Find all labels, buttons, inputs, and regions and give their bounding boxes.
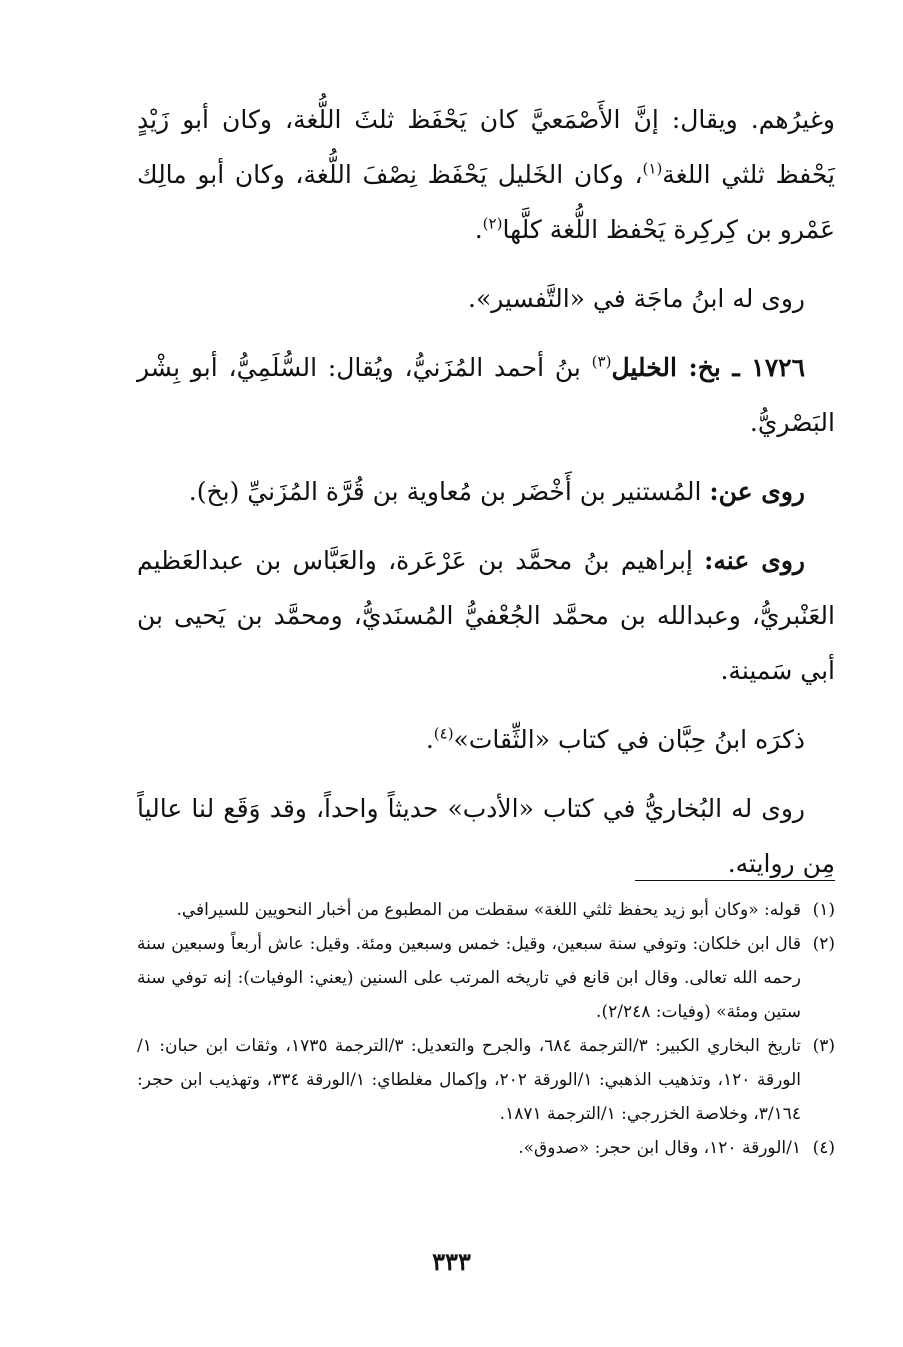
footnote-divider [635,880,835,881]
footnote-text: قال ابن خلكان: وتوفي سنة سبعين، وقيل: خمس وسبعين ومئة. وقيل: عاش أربعاً وسبعين سنة رحمه الله تعالى. وقال ابن قانع في تاريخه المرتب على السنين (يعني: الوفيات): إنه توفي سنة ستين ومئة» (وفيات: ٢/٢٤٨). [137,934,801,1022]
entry-heading-text: بنُ أحمد المُزَنيُّ، ويُقال: السُّلَمِيُّ، أبو بِشْر البَصْريُّ. [137,353,835,437]
footnote-2 [137,927,835,1029]
footnote-ref-3: (٣) [591,352,612,371]
main-text [137,92,835,891]
narrated-from [137,464,835,519]
entry-heading [137,340,835,450]
narrated-from-label: روى عن: [709,477,805,506]
footnote-number: (٣) [812,1036,835,1056]
paragraph-1-text-cont: ، وكان الخَليل يَحْفَظ نِصْفَ اللُّغة، وكان أبو مالِك عَمْرو بن كِركِرة يَحْفظ اللُّغة كلَّها [137,160,835,244]
paragraph-7-text: روى له البُخاريُّ في كتاب «الأدب» حديثاً واحداً، وقد وَقَع لنا عالياً مِن روايته. [137,794,835,878]
paragraph-1-text: وغيرُهم. ويقال: إنَّ الأَصْمَعيَّ كان يَحْفَظ ثلثَ اللُّغة، وكان أبو زَيْدٍ يَحْفظ ثلثي اللغة [137,105,835,189]
paragraph-2 [137,271,835,326]
narrated-from-text: المُستنير بن أَخْضَر بن مُعاوية بن قُرَّة المُزَنيِّ (بخ). [188,477,710,506]
footnote-number: (٤) [812,1138,835,1158]
footnote-text: قوله: «وكان أبو زيد يحفظ ثلثي اللغة» سقطت من المطبوع من أخبار النحويين للسيرافي. [176,900,801,920]
paragraph-1-end: . [474,215,483,244]
entry-number-label: ١٧٢٦ ـ بخ: الخليل [611,353,805,382]
narrated-by [137,533,835,698]
footnote-text: ١/الورقة ١٢٠، وقال ابن حجر: «صدوق». [518,1138,801,1158]
footnote-text: تاريخ البخاري الكبير: ٣/الترجمة ٦٨٤، والجرح والتعديل: ٣/الترجمة ١٧٣٥، وثقات ابن حبان: ١/الورقة ١٢٠، وتذهيب الذهبي: ١/الورقة ٢٠٢، وإكمال مغلطاي: ١/الورقة ٣٣٤، وتهذيب ابن حجر: ٣/١٦٤، وخلاصة الخزرجي: ١/الترجمة ١٨٧١. [137,1036,801,1124]
footnote-ref-4: (٤) [433,724,454,743]
footnote-number: (٢) [812,934,835,954]
footnote-1 [137,893,835,927]
footnote-ref-1: (١) [642,159,663,178]
footnote-number: (١) [812,900,835,920]
paragraph-6-end: . [425,725,434,754]
narrated-by-label: روى عنه: [704,546,805,575]
paragraph-7 [137,781,835,891]
footnotes [137,893,835,1165]
footnote-ref-2: (٢) [482,214,503,233]
footnote-4 [137,1131,835,1165]
footnote-3 [137,1029,835,1131]
paragraph-6 [137,712,835,767]
paragraph-6-text: ذكرَه ابنُ حِبَّان في كتاب «الثِّقات» [453,725,805,754]
paragraph-2-text: روى له ابنُ ماجَة في «التَّفسير». [468,284,805,313]
page-number: ٣٣٣ [432,1247,471,1276]
narrated-by-text: إبراهيم بنُ محمَّد بن عَرْعَرة، والعَبَّاس بن عبدالعَظيم العَنْبريُّ، وعبدالله بن محمَّد الجُعْفيُّ المُسنَديُّ، ومحمَّد بن يَحيى بن أبي سَمينة. [137,546,835,685]
paragraph-1 [137,92,835,257]
